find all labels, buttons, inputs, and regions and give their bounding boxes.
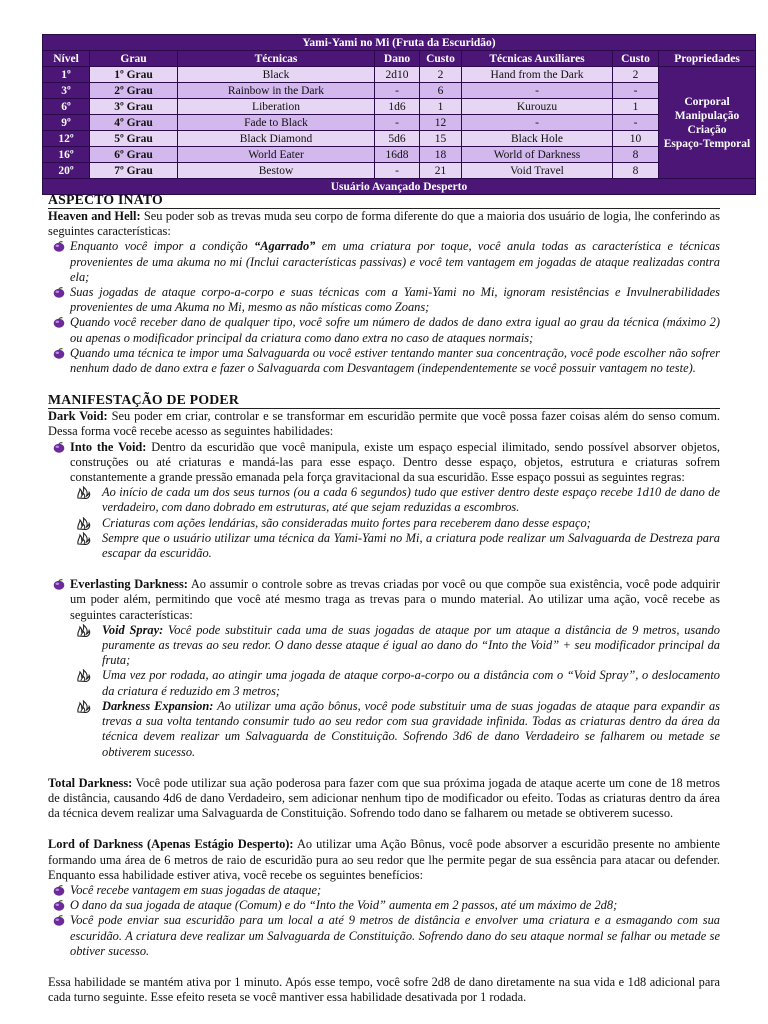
list-item — [48, 346, 720, 376]
flame-icon — [76, 517, 91, 530]
paragraph-text: Seu poder sob as trevas muda seu corpo de forma diferente do que a maioria dos usuário de logia, lhe conferindo as seguintes características: — [48, 209, 720, 239]
aux-technique-cell: Kurouzu — [462, 99, 613, 115]
purple-orb-icon — [53, 241, 65, 252]
list-item — [74, 699, 720, 760]
section-heading-manifestacao: MANIFESTAÇÃO DE PODER — [48, 392, 720, 409]
column-header: Dano — [375, 51, 420, 67]
list-item — [48, 285, 720, 315]
list-item — [48, 577, 720, 623]
list-item — [48, 913, 720, 959]
level-cell: 3º — [43, 83, 90, 99]
aspecto-list — [48, 239, 720, 376]
level-cell: 6º — [43, 99, 90, 115]
table-row — [43, 147, 756, 163]
technique-table — [42, 34, 756, 195]
technique-cell: World Eater — [178, 147, 375, 163]
section-heading-aspecto: ASPECTO INATO — [48, 192, 720, 209]
grade-cell: 4º Grau — [90, 115, 178, 131]
table-header-row — [43, 51, 756, 67]
technique-cell: Liberation — [178, 99, 375, 115]
grade-cell: 1º Grau — [90, 67, 178, 83]
property-item: Corporal — [684, 95, 730, 108]
damage-cell: - — [375, 115, 420, 131]
column-header: Custo — [613, 51, 659, 67]
content — [48, 192, 720, 1005]
aux-cost-cell: - — [613, 83, 659, 99]
aux-technique-cell: World of Darkness — [462, 147, 613, 163]
into-the-void-list — [48, 440, 720, 486]
paragraph-lord-of-darkness — [48, 837, 720, 883]
item-text: Você pode substituir cada uma de suas jogadas de ataque por um ataque a distância de 9 metros, usando puramente as trevas ao seu redor. O dano desse ataque é igual ao dano do “Into the Void” + seu modificador principal da fruta; — [102, 622, 720, 668]
property-item: Manipulação — [674, 109, 740, 122]
damage-cell: 16d8 — [375, 147, 420, 163]
damage-cell: - — [375, 83, 420, 99]
term-label: Dark Void: — [48, 409, 108, 424]
term-label: Lord of Darkness (Apenas Estágio Desperto): — [48, 837, 294, 852]
list-item — [74, 623, 720, 669]
property-item: Criação — [687, 123, 727, 136]
table-title-row — [43, 35, 756, 51]
flame-icon — [76, 486, 91, 499]
aux-cost-cell: 10 — [613, 131, 659, 147]
purple-orb-icon — [53, 317, 65, 328]
properties-cell — [659, 67, 756, 179]
item-text: Você pode enviar sua escuridão para um local a até 9 metros de distância e envolver uma criatura e a esmagando com sua escuridão. A criatura deve realizar um Salvaguarda de Constituição. Sofrendo dano do seu ataque normal se falhar ou metade se obtiver sucesso. — [70, 913, 720, 958]
item-text: O dano da sua jogada de ataque (Comum) e do “Into the Void” aumenta em 2 passos, até um máximo de 2d8; — [70, 898, 618, 913]
item-text: Ao assumir o controle sobre as trevas criadas por você ou que compõe sua existência, você pode adquirir um poder além, permitindo que você até mesmo traga as trevas para o mundo material. Ao utilizar uma ação, você recebe as seguintes características: — [70, 577, 720, 622]
term-label: Everlasting Darkness: — [70, 577, 188, 592]
technique-cell: Rainbow in the Dark — [178, 83, 375, 99]
flame-icon — [76, 532, 91, 545]
item-text: Quando uma técnica te impor uma Salvaguarda ou você estiver tentando manter sua concentração, você pode escolher não sofrer nenhum dado de dano extra e fazer o Salvaguarda com Desvantagem (independentemente se você possuir vantagem no teste). — [70, 345, 720, 376]
technique-cell: Black — [178, 67, 375, 83]
list-item — [48, 440, 720, 486]
level-cell: 20º — [43, 163, 90, 179]
cost-cell: 12 — [420, 115, 462, 131]
level-cell: 12º — [43, 131, 90, 147]
cost-cell: 1 — [420, 99, 462, 115]
purple-orb-icon — [53, 348, 65, 359]
cost-cell: 2 — [420, 67, 462, 83]
table-row — [43, 67, 756, 83]
list-item — [48, 239, 720, 285]
cost-cell: 18 — [420, 147, 462, 163]
everlasting-darkness-features — [48, 623, 720, 760]
column-header: Técnicas Auxiliares — [462, 51, 613, 67]
paragraph-text: Ao utilizar uma Ação Bônus, você pode absorver a escuridão presente no ambiente formando uma área de 6 metros de raio de escuridão pura ao seu redor que lhe permite pegar de sua essência para atacar ou defender. Enquanto essa habilidade estiver ativa, você recebe os seguintes benefícios: — [48, 837, 721, 882]
damage-cell: 5d6 — [375, 131, 420, 147]
term-label: Total Darkness: — [48, 775, 133, 790]
item-text: Sempre que o usuário utilizar uma técnica da Yami-Yami no Mi, a criatura pode realizar um Salvaguarda de Destreza para escapar da escuridão. — [102, 530, 720, 561]
table-row — [43, 163, 756, 179]
column-header: Grau — [90, 51, 178, 67]
aux-technique-cell: Black Hole — [462, 131, 613, 147]
aux-cost-cell: - — [613, 115, 659, 131]
aux-technique-cell: - — [462, 115, 613, 131]
aux-cost-cell: 2 — [613, 67, 659, 83]
aux-cost-cell: 8 — [613, 147, 659, 163]
grade-cell: 7º Grau — [90, 163, 178, 179]
technique-cell: Black Diamond — [178, 131, 375, 147]
item-text: Você recebe vantagem em suas jogadas de ataque; — [70, 882, 322, 897]
paragraph-closing: Essa habilidade se mantém ativa por 1 minuto. Após esse tempo, você sofre 2d8 de dano diretamente na sua vida e 1d8 adicional para cada turno seguinte. Esse efeito reseta se você mantiver essa habilidade desativada por 1 rodada. — [48, 974, 720, 1005]
list-item — [74, 516, 720, 531]
grade-cell: 2º Grau — [90, 83, 178, 99]
item-bold: “Agarrado” — [254, 239, 316, 254]
list-item — [48, 315, 720, 345]
paragraph-text: Seu poder em criar, controlar e se transformar em escuridão permite que você possa fazer coisas além do senso comum. Dessa forma você recebe acesso as seguintes habilidades: — [48, 409, 721, 439]
property-item: Espaço-Temporal — [663, 137, 751, 150]
aux-cost-cell: 1 — [613, 99, 659, 115]
flame-icon — [76, 700, 91, 713]
flame-icon — [76, 669, 91, 682]
damage-cell: 2d10 — [375, 67, 420, 83]
aux-technique-cell: - — [462, 83, 613, 99]
damage-cell: - — [375, 163, 420, 179]
list-item — [74, 485, 720, 515]
damage-cell: 1d6 — [375, 99, 420, 115]
paragraph-dark-void — [48, 409, 720, 439]
paragraph-text: Você pode utilizar sua ação poderosa para fazer com que sua próxima jogada de ataque acerte um cone de 18 metros de distância, causando 4d6 de dano Verdadeiro, sem adicionar nenhum tipo de modificador ou efeito. Todas as criaturas dentro da área da técnica devem realizar uma Salvaguarda de Constituição. Sofrendo todo dano se falharem ou metade se obtiverem sucesso. — [48, 775, 720, 821]
item-text: Suas jogadas de ataque corpo-a-corpo e suas técnicas com a Yami-Yami no Mi, ignoram resistências e Invulnerabilidades provenientes de uma Akuma no Mi, mesmo as não místicas como Zoans; — [70, 285, 720, 315]
term-label: Void Spray: — [102, 622, 164, 637]
item-text: Quando você receber dano de qualquer tipo, você sofre um número de dados de dano extra igual ao grau da técnica (máximo 2) ou apenas o modificador principal da criatura como dano extra no caso de ataques normais; — [70, 315, 720, 345]
technique-cell: Bestow — [178, 163, 375, 179]
purple-orb-icon — [53, 442, 65, 453]
column-header: Nível — [43, 51, 90, 67]
list-item — [74, 531, 720, 561]
level-cell: 16º — [43, 147, 90, 163]
list-item — [74, 668, 720, 698]
term-label: Darkness Expansion: — [102, 698, 214, 713]
item-text: Criaturas com ações lendárias, são consideradas muito fortes para receberem dano desse espaço; — [102, 515, 591, 530]
item-text: Enquanto você impor a condição — [70, 239, 255, 254]
cost-cell: 21 — [420, 163, 462, 179]
grade-cell: 6º Grau — [90, 147, 178, 163]
aux-technique-cell: Hand from the Dark — [462, 67, 613, 83]
purple-orb-icon — [53, 915, 65, 926]
purple-orb-icon — [53, 900, 65, 911]
table-title: Yami-Yami no Mi (Fruta da Escuridão) — [43, 35, 756, 51]
table-row — [43, 99, 756, 115]
purple-orb-icon — [53, 287, 65, 298]
everlasting-darkness-list — [48, 577, 720, 623]
column-header: Custo — [420, 51, 462, 67]
aux-cost-cell: 8 — [613, 163, 659, 179]
cost-cell: 15 — [420, 131, 462, 147]
list-item — [48, 898, 720, 913]
paragraph-total-darkness — [48, 776, 720, 822]
technique-cell: Fade to Black — [178, 115, 375, 131]
cost-cell: 6 — [420, 83, 462, 99]
item-text: Ao utilizar uma ação bônus, você pode substituir uma de suas jogadas de ataque para expandir as trevas a sua volta tentando consumir tudo ao seu redor com sua gravidade infinida. Todas as criaturas dentro da área da técnica devem realizar um Salvaguarda de Constituição. Sofrendo 3d6 de dano Verdadeiro se falharem ou metade se obtiverem sucesso. — [102, 698, 721, 759]
lord-of-darkness-list — [48, 883, 720, 959]
table-row — [43, 131, 756, 147]
level-cell: 1º — [43, 67, 90, 83]
item-text: Ao início de cada um dos seus turnos (ou a cada 6 segundos) tudo que estiver dentro deste espaço recebe 1d10 de dano de verdadeiro, com dano dobrado em estruturas, até que sejam reduzidas a escombros. — [102, 485, 720, 515]
grade-cell: 3º Grau — [90, 99, 178, 115]
term-label: Heaven and Hell: — [48, 209, 141, 223]
table-row — [43, 83, 756, 99]
item-text: Uma vez por rodada, ao atingir uma jogada de ataque corpo-a-corpo ou a distância com o “Void Spray”, o deslocamento da criatura é reduzido em 3 metros; — [102, 668, 720, 698]
purple-orb-icon — [53, 579, 65, 590]
grade-cell: 5º Grau — [90, 131, 178, 147]
term-label: Into the Void: — [70, 439, 147, 454]
level-cell: 9º — [43, 115, 90, 131]
column-header: Propriedades — [659, 51, 756, 67]
list-item — [48, 883, 720, 898]
flame-icon — [76, 624, 91, 637]
table-row — [43, 115, 756, 131]
item-text: em uma criatura por toque, você anula todas as característica e técnicas provenientes de uma akuma no mi (Inclui características passivas) e você tem vantagem em jogadas de ataque realizadas contra ela; — [70, 239, 720, 284]
table-footer: Usuário Avançado Desperto — [43, 179, 756, 195]
into-the-void-rules — [48, 485, 720, 561]
purple-orb-icon — [53, 885, 65, 896]
aux-technique-cell: Void Travel — [462, 163, 613, 179]
item-text: Dentro da escuridão que você manipula, existe um espaço especial ilimitado, sendo possível absorver objetos, construções ou até criaturas e mandá-las para esse espaço. Dentro desse espaço, objetos, estrutura e criaturas sofrem constantemente a grande pressão emanada pela força gravitacional da sua escuridão. Esse espaço possui as seguintes regras: — [70, 439, 720, 485]
paragraph-heaven-and-hell — [48, 209, 720, 239]
column-header: Técnicas — [178, 51, 375, 67]
